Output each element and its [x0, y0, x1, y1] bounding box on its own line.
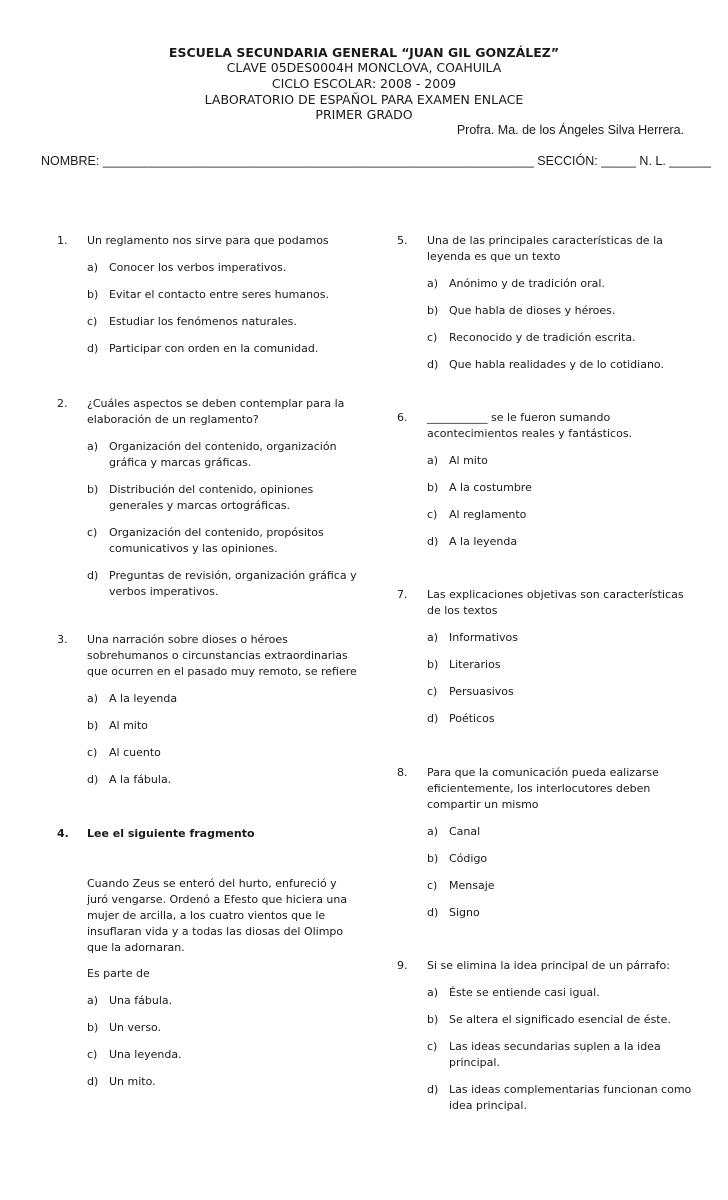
option-text: Estudiar los fenómenos naturales. [109, 315, 297, 328]
option-text: Al mito [109, 719, 148, 732]
question-4 [57, 826, 357, 1090]
option-letter: c) [87, 526, 98, 539]
option-c [87, 1047, 357, 1063]
option-a [427, 276, 697, 292]
option-b [87, 482, 357, 514]
option-a [87, 691, 357, 707]
option-text: Distribución del contenido, opiniones generales y marcas ortográficas. [109, 483, 314, 512]
option-list [427, 453, 697, 550]
option-b [87, 287, 357, 303]
question-text: Lee el siguiente fragmento [87, 827, 255, 840]
option-letter: a) [427, 825, 439, 838]
option-list [87, 993, 357, 1090]
option-b [427, 851, 697, 867]
option-text: A la leyenda [449, 535, 518, 548]
option-list [427, 276, 697, 373]
student-info-line: NOMBRE: ______________________________________________________________ SECCIÓN: _____ N. L. ______ [41, 154, 712, 168]
option-letter: d) [87, 569, 99, 582]
option-d [87, 568, 357, 600]
option-d [427, 711, 697, 727]
option-letter: d) [427, 712, 439, 725]
question-6 [397, 410, 697, 550]
option-text: Preguntas de revisión, organización gráfica y verbos imperativos. [109, 569, 357, 598]
option-c [87, 745, 357, 761]
question-5 [397, 233, 697, 373]
question-number: 3. [57, 633, 68, 646]
question-number: 2. [57, 397, 68, 410]
grade-label: PRIMER GRADO [315, 107, 413, 122]
option-letter: c) [87, 746, 98, 759]
option-text: Participar con orden en la comunidad. [109, 342, 319, 355]
option-d [87, 341, 357, 357]
option-text: Literarios [449, 658, 501, 671]
option-text: Organización del contenido, propósitos comunicativos y las opiniones. [109, 526, 324, 555]
option-text: Poéticos [449, 712, 495, 725]
option-letter: c) [427, 685, 438, 698]
option-text: A la costumbre [449, 481, 532, 494]
option-text: Las ideas complementarias funcionan como idea principal. [449, 1083, 692, 1112]
option-letter: d) [87, 773, 99, 786]
option-letter: b) [427, 852, 439, 865]
option-text: Que habla realidades y de lo cotidiano. [449, 358, 664, 371]
option-text: Éste se entiende casi igual. [449, 986, 600, 999]
option-b [427, 480, 697, 496]
question-text: Para que la comunicación pueda ealizarse eficientemente, los interlocutores deben compartir un mismo [427, 766, 659, 811]
option-text: Evitar el contacto entre seres humanos. [109, 288, 329, 301]
question-number: 9. [397, 959, 408, 972]
option-text: Signo [449, 906, 480, 919]
option-letter: b) [87, 1021, 99, 1034]
option-text: Reconocido y de tradición escrita. [449, 331, 636, 344]
option-text: Al mito [449, 454, 488, 467]
option-text: Una leyenda. [109, 1048, 182, 1061]
option-text: A la leyenda [109, 692, 178, 705]
option-letter: a) [87, 994, 99, 1007]
option-a [427, 453, 697, 469]
option-letter: a) [427, 631, 439, 644]
option-list [87, 439, 357, 600]
option-b [427, 657, 697, 673]
option-letter: b) [427, 658, 439, 671]
option-list [87, 260, 357, 357]
option-c [427, 878, 697, 894]
question-2 [57, 396, 357, 600]
question-8 [397, 765, 697, 921]
option-text: Un verso. [109, 1021, 162, 1034]
option-d [427, 534, 697, 550]
option-c [87, 525, 357, 557]
option-letter: c) [87, 315, 98, 328]
option-d [87, 772, 357, 788]
option-text: Código [449, 852, 488, 865]
option-text: Que habla de dioses y héroes. [449, 304, 616, 317]
option-list [427, 824, 697, 921]
option-text: Anónimo y de tradición oral. [449, 277, 605, 290]
option-letter: a) [87, 692, 99, 705]
option-text: Las ideas secundarias suplen a la idea principal. [449, 1040, 661, 1069]
option-d [427, 905, 697, 921]
option-text: Un mito. [109, 1075, 156, 1088]
question-9 [397, 958, 697, 1114]
option-list [427, 630, 697, 727]
option-letter: a) [427, 277, 439, 290]
option-d [87, 1074, 357, 1090]
question-text: ___________ se le fueron sumando acontecimientos reales y fantásticos. [427, 411, 633, 440]
reading-fragment: Cuando Zeus se enteró del hurto, enfureció y juró vengarse. Ordenó a Efesto que hiciera una mujer de arcilla, a los cuatro vientos que le insuflaran vida y a todas las diosas del Olimpo que la adornaran. [87, 877, 348, 954]
option-c [87, 314, 357, 330]
question-prompt: Es parte de [87, 967, 150, 980]
option-a [427, 985, 697, 1001]
question-number: 5. [397, 234, 408, 247]
option-d [427, 1082, 697, 1114]
option-b [87, 1020, 357, 1036]
option-letter: d) [87, 1075, 99, 1088]
lab-title: LABORATORIO DE ESPAÑOL PARA EXAMEN ENLACE [204, 92, 524, 107]
option-d [427, 357, 697, 373]
question-text: Un reglamento nos sirve para que podamos [87, 234, 329, 247]
question-3 [57, 632, 357, 788]
option-letter: d) [427, 1083, 439, 1096]
question-text: ¿Cuáles aspectos se deben contemplar para la elaboración de un reglamento? [87, 397, 345, 426]
option-list [87, 691, 357, 788]
option-c [427, 507, 697, 523]
option-letter: b) [427, 1013, 439, 1026]
option-c [427, 330, 697, 346]
option-a [87, 439, 357, 471]
option-text: Al reglamento [449, 508, 527, 521]
option-text: Una fábula. [109, 994, 173, 1007]
option-letter: c) [427, 879, 438, 892]
question-number: 1. [57, 234, 68, 247]
question-7 [397, 587, 697, 727]
option-a [87, 260, 357, 276]
option-text: Conocer los verbos imperativos. [109, 261, 287, 274]
option-a [427, 630, 697, 646]
option-letter: d) [87, 342, 99, 355]
question-text: Una de las principales características de la leyenda es que un texto [427, 234, 663, 263]
option-letter: c) [427, 331, 438, 344]
school-name: ESCUELA SECUNDARIA GENERAL “JUAN GIL GONZÁLEZ” [168, 45, 560, 60]
option-a [427, 824, 697, 840]
question-number: 6. [397, 411, 408, 424]
question-text: Las explicaciones objetivas son características de los textos [427, 588, 684, 617]
option-letter: a) [87, 261, 99, 274]
question-text: Una narración sobre dioses o héroes sobrehumanos o circunstancias extraordinarias que ocurren en el pasado muy remoto, se refiere [87, 633, 357, 678]
option-b [87, 718, 357, 734]
option-letter: b) [87, 719, 99, 732]
option-letter: c) [427, 508, 438, 521]
option-text: Se altera el significado esencial de éste. [449, 1013, 671, 1026]
option-text: Persuasivos [449, 685, 514, 698]
question-number: 8. [397, 766, 408, 779]
option-text: Organización del contenido, organización gráfica y marcas gráficas. [109, 440, 337, 469]
option-letter: b) [427, 304, 439, 317]
option-text: Informativos [449, 631, 518, 644]
option-letter: c) [427, 1040, 438, 1053]
option-text: A la fábula. [109, 773, 172, 786]
option-letter: d) [427, 535, 439, 548]
question-number: 7. [397, 588, 408, 601]
option-letter: c) [87, 1048, 98, 1061]
option-letter: b) [427, 481, 439, 494]
option-b [427, 1012, 697, 1028]
school-code: CLAVE 05DES0004H MONCLOVA, COAHUILA [226, 60, 502, 75]
option-text: Canal [449, 825, 481, 838]
option-letter: d) [427, 906, 439, 919]
option-text: Mensaje [449, 879, 495, 892]
question-1 [57, 233, 357, 357]
question-number: 4. [57, 827, 69, 840]
option-b [427, 303, 697, 319]
option-c [427, 1039, 697, 1071]
option-list [427, 985, 697, 1114]
option-text: Al cuento [109, 746, 161, 759]
option-letter: a) [427, 454, 439, 467]
option-a [87, 993, 357, 1009]
option-letter: a) [87, 440, 99, 453]
question-text: Si se elimina la idea principal de un párrafo: [427, 959, 670, 972]
school-cycle: CICLO ESCOLAR: 2008 - 2009 [271, 76, 457, 91]
option-letter: b) [87, 288, 99, 301]
option-letter: d) [427, 358, 439, 371]
teacher-name: Profra. Ma. de los Ángeles Silva Herrera. [456, 123, 684, 137]
option-c [427, 684, 697, 700]
option-letter: b) [87, 483, 99, 496]
option-letter: a) [427, 986, 439, 999]
